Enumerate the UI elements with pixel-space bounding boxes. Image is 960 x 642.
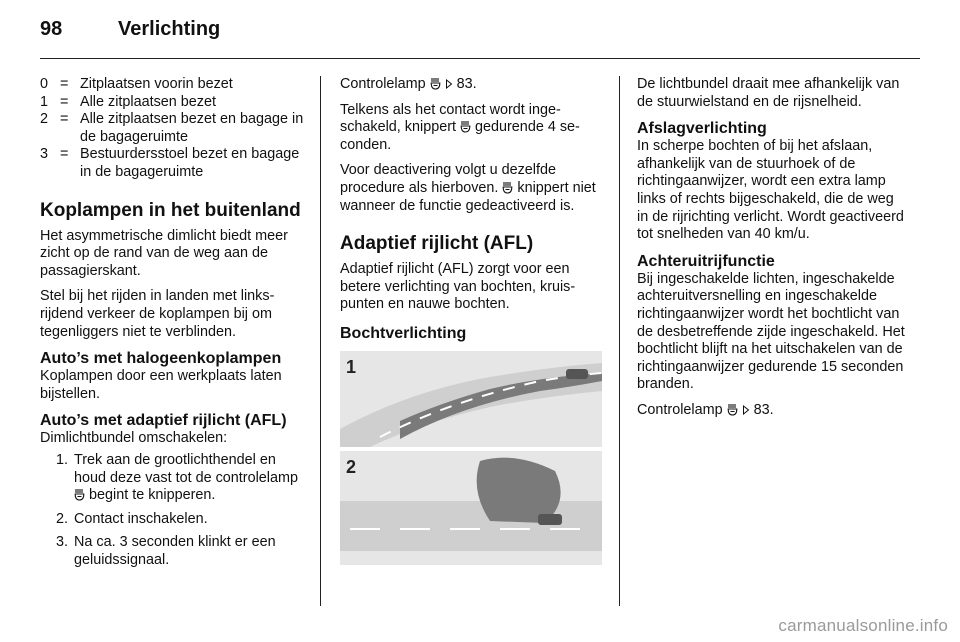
step-number: 3.	[55, 534, 68, 551]
occupancy-text: Alle zitplaatsen bezet en bagage in de bagageruimte	[80, 111, 304, 145]
step-text: Contact inschakelen.	[74, 510, 208, 527]
header-divider	[40, 58, 920, 59]
step-item	[40, 511, 306, 529]
occupancy-list	[40, 76, 306, 182]
afslag-heading: Afslagverlichting	[637, 120, 767, 138]
occupancy-equals: =	[60, 146, 69, 163]
figure-label-2: 2	[346, 456, 357, 477]
step-text: Na ca. 3 seconden klinkt er een geluidssignaal.	[74, 534, 276, 568]
beam-paragraph: De lichtbundel draait mee afhankelijk van de stuurwielstand en de rijsnelheid.	[637, 76, 900, 110]
halogeen-heading: Auto’s met halogeenkoplampen	[40, 350, 282, 368]
column-2	[340, 76, 604, 571]
page-header	[40, 18, 920, 50]
afl-lamp-icon	[502, 181, 513, 194]
figure-panel-1	[340, 351, 602, 447]
afl-paragraph: Adaptief rijlicht (AFL) zorgt voor een betere verlichting van bochten, kruispunten en nauwe bochten.	[340, 261, 576, 313]
occupancy-number: 1	[40, 93, 49, 110]
control-lamp-page: 83.	[753, 401, 774, 418]
bochtverlichting-heading: Bochtverlichting	[340, 324, 467, 342]
koplampen-paragraph-1: Het asymmetrische dimlicht biedt meer zicht op de rand van de weg aan de passagierskant.	[40, 227, 288, 279]
afl-heading: Adaptief rijlicht (AFL)	[340, 233, 534, 255]
afl-lamp-icon	[460, 120, 471, 133]
occupancy-item	[40, 146, 306, 181]
control-lamp-reference	[340, 76, 604, 94]
occupancy-text: Alle zitplaatsen bezet	[80, 93, 216, 110]
deactivate-text-pre: Voor deactivering volgt u dezelfde procedure als hierboven.	[340, 162, 556, 196]
occupancy-equals: =	[60, 76, 69, 92]
halogeen-paragraph: Koplampen door een werkplaats laten bijstellen.	[40, 368, 282, 402]
occupancy-text: Zitplaatsen voorin bezet	[80, 76, 233, 92]
koplampen-paragraph-2: Stel bij het rijden in landen met linksrijdend verkeer de koplampen bij om tegenliggers niet te verblinden.	[40, 288, 275, 340]
step-text	[74, 452, 306, 505]
koplampen-heading: Koplampen in het buitenland	[40, 199, 301, 221]
occupancy-item	[40, 76, 306, 94]
occupancy-number: 3	[40, 146, 49, 163]
deactivate-text-post: knippert niet wanneer de functie gedeactiveerd is.	[340, 179, 596, 214]
afl-intro: Dimlichtbundel omschakelen:	[40, 430, 228, 447]
occupancy-number: 0	[40, 76, 49, 92]
afl-lamp-icon	[74, 488, 85, 501]
page-ref-arrow-icon	[742, 405, 750, 415]
afl-lamp-icon	[430, 77, 441, 90]
control-lamp-reference	[637, 402, 905, 420]
step-item	[40, 534, 306, 569]
step-number: 2.	[55, 510, 68, 527]
control-lamp-page: 83.	[456, 76, 477, 92]
blink-text-pre: Telkens als het contact wordt ingeschakeld, knippert	[340, 101, 561, 136]
column-divider-1	[320, 76, 321, 606]
occupancy-equals: =	[60, 93, 69, 110]
occupancy-item	[40, 94, 306, 112]
afl-cars-heading: Auto’s met adaptief rijlicht (AFL)	[40, 412, 287, 430]
control-lamp-label: Controlelamp	[340, 76, 426, 92]
step-list	[40, 452, 306, 570]
occupancy-item	[40, 111, 306, 146]
column-1	[40, 76, 306, 575]
cornering-light-figure	[340, 351, 602, 565]
control-lamp-label: Controlelamp	[637, 401, 723, 418]
afslag-paragraph: In scherpe bochten of bij het afslaan, afhankelijk van de stuurhoek of de richtingaanwijzer, wordt een extra lamp links of rechts bijgeschakeld, die de weg in de rijrichting verlicht. Wordt geactiveerd tot snelheden van 40 km/u.	[637, 138, 904, 243]
blink-paragraph	[340, 102, 604, 155]
step-text-post: begint te knipperen.	[89, 487, 216, 504]
chapter-title: Verlichting	[118, 18, 221, 40]
afl-lamp-icon	[727, 403, 738, 416]
figure-label-1: 1	[346, 356, 357, 377]
occupancy-number: 2	[40, 111, 49, 128]
step-number: 1.	[55, 451, 68, 468]
blink-text-post: gedurende 4 seconden.	[340, 119, 580, 153]
step-text-pre: Trek aan de grootlichthendel en houd deze vast tot de controlelamp	[74, 451, 298, 486]
column-divider-2	[619, 76, 620, 606]
occupancy-text: Bestuurdersstoel bezet en bagage in de bagageruimte	[80, 146, 300, 180]
occupancy-equals: =	[60, 111, 69, 128]
column-3	[637, 76, 905, 428]
page-ref-arrow-icon	[445, 79, 453, 89]
watermark: carmanualsonline.info	[778, 616, 948, 635]
page-number: 98	[40, 18, 63, 40]
achteruit-paragraph: Bij ingeschakelde lichten, ingeschakelde achteruitversnelling en ingeschakelde richtingaanwijzer wordt het bochtlicht van de desbetreffende zijde ingeschakeld. Het bochtlicht blijft na het uitschakelen van de richtingaanwijzer gedurende 15 seconden branden.	[637, 270, 905, 393]
figure-panel-2	[340, 451, 602, 565]
deactivate-paragraph	[340, 162, 604, 215]
step-item	[40, 452, 306, 505]
achteruit-heading: Achteruitrijfunctie	[637, 252, 775, 270]
